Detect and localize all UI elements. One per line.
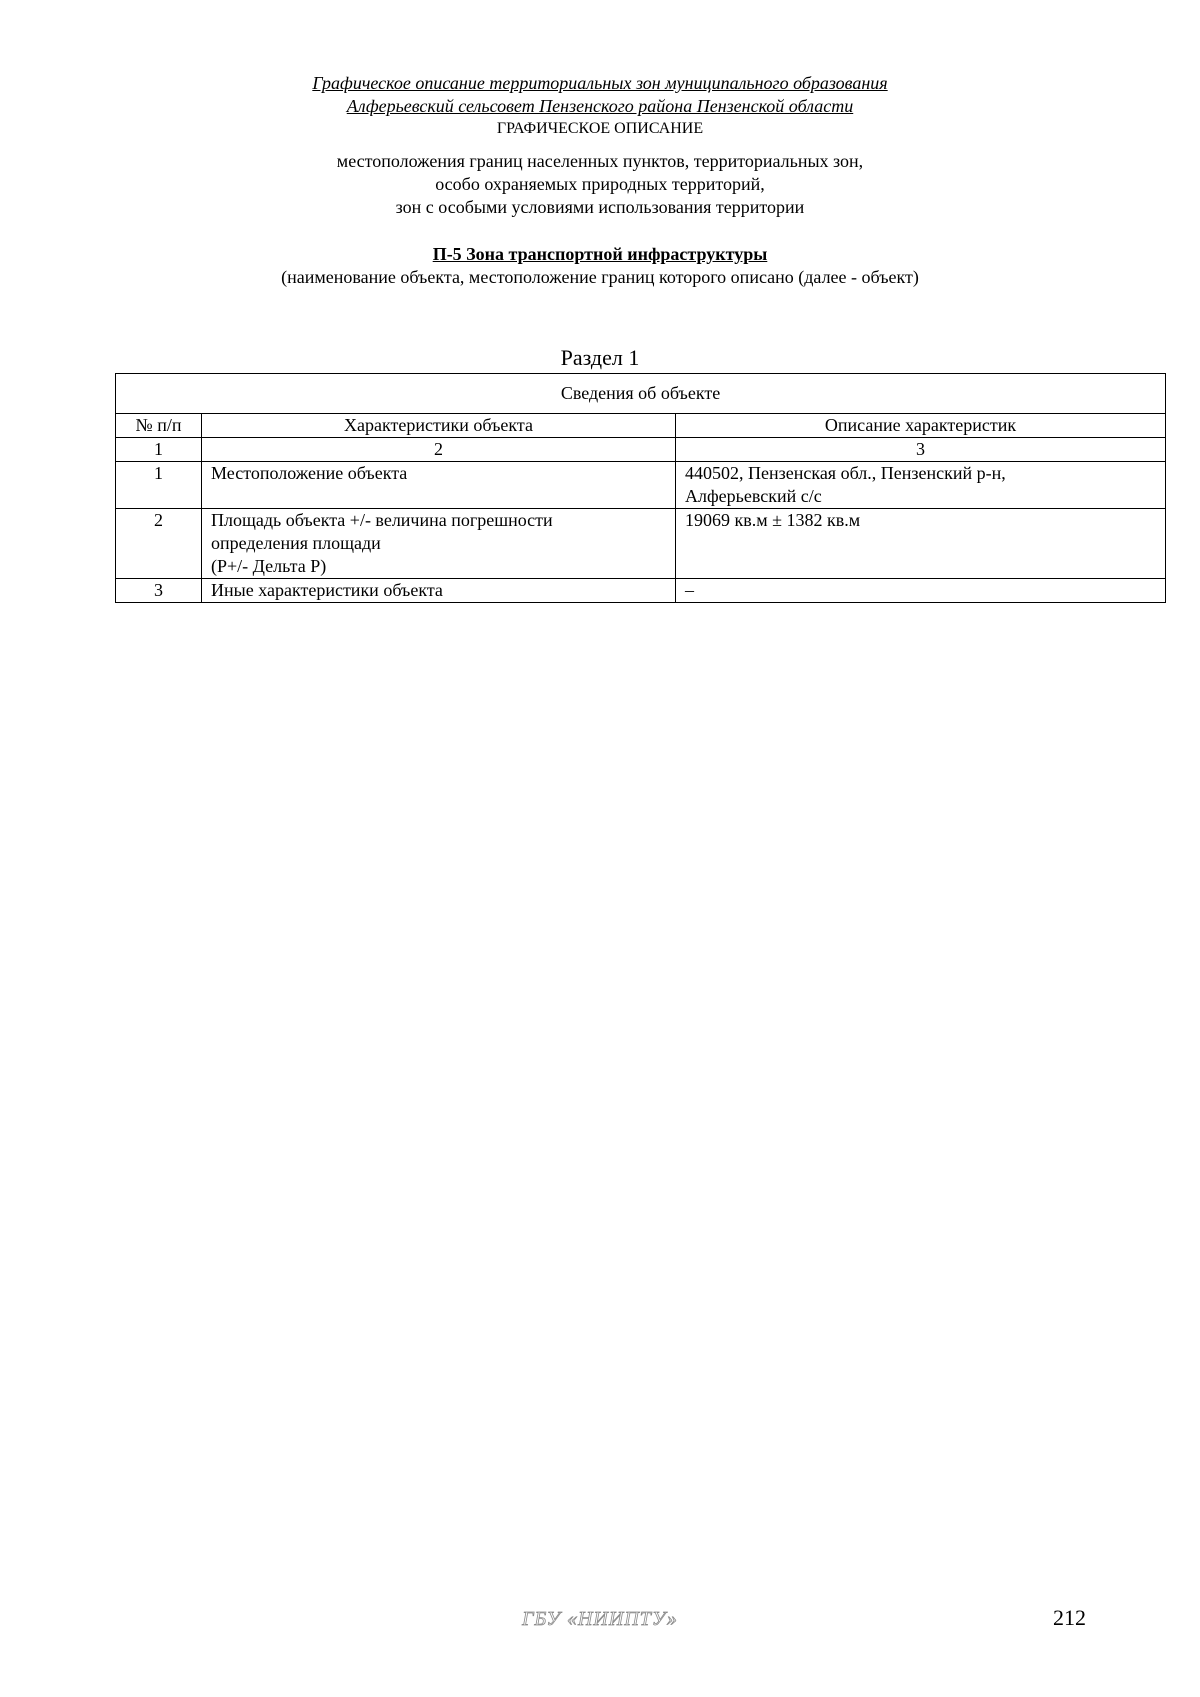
- header-description: Описание характеристик: [676, 414, 1166, 438]
- subtitle-line-1: местоположения границ населенных пунктов, территориальных зон,: [336, 151, 864, 171]
- cell-line: определения площади: [211, 533, 381, 553]
- row-characteristic: [202, 579, 676, 603]
- cell-line: Площадь объекта +/- величина погрешности: [211, 510, 553, 530]
- row-number: 2: [116, 509, 202, 579]
- object-caption: (наименование объекта, местоположение границ которого описано (далее - объект): [281, 267, 919, 287]
- table-caption-row: [116, 374, 1166, 414]
- cell-line: 440502, Пензенская обл., Пензенский р-н,: [685, 463, 1006, 483]
- table-row: [116, 509, 1166, 579]
- object-block: [0, 243, 1200, 289]
- table-caption: Сведения об объекте: [116, 374, 1166, 414]
- row-characteristic: [202, 462, 676, 509]
- header-characteristic: Характеристики объекта: [202, 414, 676, 438]
- row-characteristic: [202, 509, 676, 579]
- document-header: [0, 72, 1200, 118]
- footer-organization: ГБУ «НИИПТУ»: [522, 1608, 678, 1630]
- cell-line: 19069 кв.м ± 1382 кв.м: [685, 510, 861, 530]
- table-row: [116, 462, 1166, 509]
- object-info-table: [115, 373, 1166, 603]
- header-line-2: Алферьевский сельсовет Пензенского района Пензенской области: [346, 96, 854, 116]
- cell-line: (P+/- Дельта P): [211, 556, 327, 576]
- numbering-cell: 1: [116, 438, 202, 462]
- row-number: 1: [116, 462, 202, 509]
- cell-line: –: [685, 580, 694, 600]
- row-description: [676, 462, 1166, 509]
- cell-line: Алферьевский с/с: [685, 486, 822, 506]
- subtitle-line-3: зон с особыми условиями использования территории: [395, 197, 805, 217]
- subtitle-line-2: особо охраняемых природных территорий,: [435, 174, 765, 194]
- table-numbering-row: [116, 438, 1166, 462]
- numbering-cell: 3: [676, 438, 1166, 462]
- cell-line: Иные характеристики объекта: [211, 580, 443, 600]
- section-title: Раздел 1: [560, 345, 640, 370]
- row-description: [676, 509, 1166, 579]
- object-name: П-5 Зона транспортной инфраструктуры: [432, 244, 768, 264]
- row-number: 3: [116, 579, 202, 603]
- cell-line: Местоположение объекта: [211, 463, 408, 483]
- header-number: № п/п: [116, 414, 202, 438]
- header-line-1: Графическое описание территориальных зон муниципального образования: [312, 73, 888, 93]
- page-number: 212: [1053, 1605, 1086, 1630]
- document-title: ГРАФИЧЕСКОЕ ОПИСАНИЕ: [496, 120, 704, 137]
- table-header-row: [116, 414, 1166, 438]
- numbering-cell: 2: [202, 438, 676, 462]
- table-row: [116, 579, 1166, 603]
- document-subtitle: [0, 150, 1200, 219]
- row-description: [676, 579, 1166, 603]
